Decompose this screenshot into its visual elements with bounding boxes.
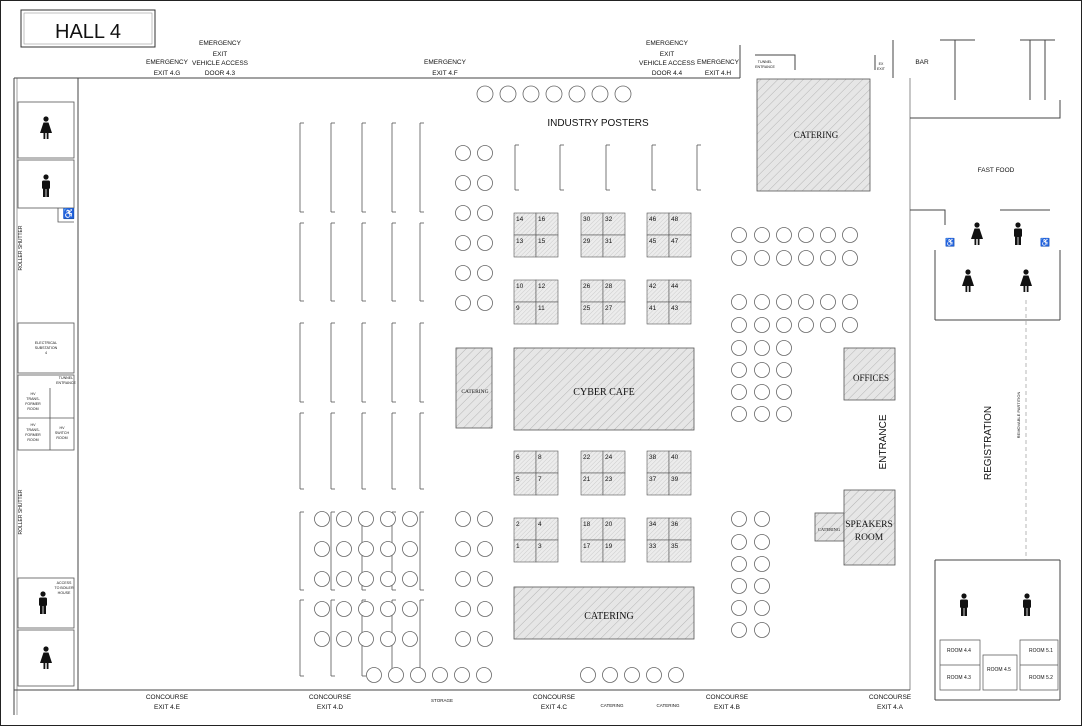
concourse-4c-line: EXIT 4.C bbox=[540, 704, 568, 711]
table-circle bbox=[337, 542, 352, 557]
table-circle bbox=[456, 176, 471, 191]
booth-number: 4 bbox=[538, 521, 542, 528]
tunnel-entrance-line: TUNNEL bbox=[58, 376, 74, 380]
table-circle bbox=[647, 668, 662, 683]
table-circle bbox=[777, 363, 792, 378]
catering-small-label: CATERING bbox=[817, 527, 841, 532]
table-circle bbox=[732, 535, 747, 550]
room-5-1-label: ROOM 5.1 bbox=[1029, 648, 1053, 654]
access-boiler-line: TO BOILER bbox=[54, 586, 74, 590]
concourse-4c-line: CONCOURSE bbox=[532, 694, 576, 701]
table-circle bbox=[389, 668, 404, 683]
table-circle bbox=[315, 512, 330, 527]
table-circle bbox=[732, 385, 747, 400]
booth-number: 43 bbox=[671, 305, 679, 312]
concourse-4e-line: EXIT 4.E bbox=[154, 704, 180, 711]
door-4-4-line: EXIT bbox=[659, 51, 675, 58]
booth-number: 48 bbox=[671, 216, 679, 223]
bar-label: BAR bbox=[915, 59, 929, 66]
table-circle bbox=[315, 542, 330, 557]
table-circle bbox=[755, 579, 770, 594]
booth-group-g2 bbox=[581, 213, 625, 257]
booth-number: 29 bbox=[583, 238, 591, 245]
table-circle bbox=[755, 318, 770, 333]
table-circle bbox=[843, 251, 858, 266]
booth-number: 38 bbox=[649, 454, 657, 461]
booth-group-g11 bbox=[581, 518, 625, 562]
table-circle bbox=[732, 228, 747, 243]
ex-exit-line: EXIT bbox=[877, 67, 885, 71]
concourse-4b-line: CONCOURSE bbox=[705, 694, 749, 701]
booth-number: 24 bbox=[605, 454, 613, 461]
booth-number: 17 bbox=[583, 543, 591, 550]
booth-group-g6 bbox=[647, 280, 691, 324]
table-circle bbox=[777, 385, 792, 400]
access-boiler-line: ACCESS bbox=[56, 581, 72, 585]
door-4-3-line: DOOR 4.3 bbox=[204, 70, 236, 77]
booth-number: 18 bbox=[583, 521, 591, 528]
booth-number: 19 bbox=[605, 543, 613, 550]
table-circle bbox=[799, 295, 814, 310]
booth-number: 7 bbox=[538, 476, 542, 483]
booth-group-g5 bbox=[581, 280, 625, 324]
table-circle bbox=[777, 407, 792, 422]
table-circle bbox=[821, 318, 836, 333]
booth-group-g3 bbox=[647, 213, 691, 257]
table-circle bbox=[403, 632, 418, 647]
booth-number: 1 bbox=[516, 543, 520, 550]
table-circle bbox=[569, 86, 585, 102]
booth-number: 8 bbox=[538, 454, 542, 461]
table-circle bbox=[478, 512, 493, 527]
table-circle bbox=[799, 318, 814, 333]
switch-room-line: ROOM bbox=[56, 436, 68, 440]
table-circle bbox=[359, 572, 374, 587]
table-circle bbox=[478, 602, 493, 617]
transformer-room-line: HV bbox=[30, 423, 36, 427]
table-circle bbox=[456, 266, 471, 281]
table-circle bbox=[732, 512, 747, 527]
booth-number: 34 bbox=[649, 521, 657, 528]
booth-number: 35 bbox=[671, 543, 679, 550]
table-circle bbox=[799, 228, 814, 243]
exit-4g-line: EMERGENCY bbox=[146, 59, 188, 66]
table-circle bbox=[592, 86, 608, 102]
table-circle bbox=[732, 295, 747, 310]
booth-group-g7 bbox=[514, 451, 558, 495]
booth-number: 23 bbox=[605, 476, 613, 483]
table-circle bbox=[732, 623, 747, 638]
booth-number: 40 bbox=[671, 454, 679, 461]
booth-number: 12 bbox=[538, 283, 546, 290]
door-4-4-line: VEHICLE ACCESS bbox=[639, 60, 695, 67]
catering-strip-label: CATERING bbox=[656, 703, 680, 708]
table-circle bbox=[755, 535, 770, 550]
table-circle bbox=[315, 572, 330, 587]
booth-group-g1 bbox=[514, 213, 558, 257]
table-circle bbox=[359, 632, 374, 647]
registration-label: REGISTRATION bbox=[983, 405, 994, 481]
booth-number: 47 bbox=[671, 238, 679, 245]
table-circle bbox=[337, 572, 352, 587]
table-circle bbox=[581, 668, 596, 683]
table-circle bbox=[456, 512, 471, 527]
exit-4g-line: EXIT 4.G bbox=[153, 70, 181, 77]
table-circle bbox=[755, 251, 770, 266]
access-boiler-line: HOUSE bbox=[57, 591, 71, 595]
booth-number: 21 bbox=[583, 476, 591, 483]
speakers-room-line: SPEAKERS bbox=[845, 520, 893, 530]
fast-food-label: FAST FOOD bbox=[977, 167, 1015, 174]
table-circle bbox=[456, 632, 471, 647]
table-circle bbox=[799, 251, 814, 266]
booth-group-g10 bbox=[514, 518, 558, 562]
booth-number: 2 bbox=[516, 521, 520, 528]
table-circle bbox=[755, 601, 770, 616]
table-circle bbox=[403, 572, 418, 587]
table-circle bbox=[478, 632, 493, 647]
hall-title: HALL 4 bbox=[55, 21, 121, 43]
booth-number: 11 bbox=[538, 305, 545, 312]
offices-label: OFFICES bbox=[852, 373, 890, 383]
table-circle bbox=[732, 251, 747, 266]
exit-4f-line: EXIT 4.F bbox=[432, 70, 458, 77]
table-circle bbox=[359, 512, 374, 527]
transformer-room-line: TRANS- bbox=[26, 428, 40, 432]
table-circle bbox=[669, 668, 684, 683]
door-4-4-line: DOOR 4.4 bbox=[651, 70, 683, 77]
transformer-room-line: TRANS- bbox=[26, 397, 40, 401]
accessible-restroom-icon: ♿ bbox=[62, 209, 76, 220]
table-circle bbox=[755, 295, 770, 310]
booth-number: 26 bbox=[583, 283, 591, 290]
table-circle bbox=[478, 296, 493, 311]
table-circle bbox=[478, 572, 493, 587]
booth-number: 6 bbox=[516, 454, 520, 461]
tunnel-entrance-top-line: TUNNEL bbox=[757, 60, 773, 64]
table-circle bbox=[777, 295, 792, 310]
door-4-3-line: EMERGENCY bbox=[199, 40, 241, 47]
ex-exit-line: EX bbox=[878, 62, 884, 66]
table-circle bbox=[367, 668, 382, 683]
table-circle bbox=[478, 542, 493, 557]
table-circle bbox=[755, 363, 770, 378]
table-circle bbox=[777, 228, 792, 243]
booth-number: 45 bbox=[649, 238, 657, 245]
table-circle bbox=[843, 318, 858, 333]
table-circle bbox=[456, 602, 471, 617]
transformer-room-line: ROOM bbox=[27, 438, 39, 442]
table-circle bbox=[732, 579, 747, 594]
accessible-restroom-icon: ♿ bbox=[1040, 238, 1050, 247]
table-circle bbox=[777, 318, 792, 333]
table-circle bbox=[403, 512, 418, 527]
table-circle bbox=[732, 557, 747, 572]
table-circle bbox=[523, 86, 539, 102]
table-circle bbox=[777, 251, 792, 266]
table-circle bbox=[337, 602, 352, 617]
table-circle bbox=[478, 206, 493, 221]
entrance-label: ENTRANCE bbox=[878, 414, 889, 470]
booth-number: 37 bbox=[649, 476, 657, 483]
concourse-4d-line: CONCOURSE bbox=[308, 694, 352, 701]
table-circle bbox=[456, 296, 471, 311]
booth-number: 36 bbox=[671, 521, 679, 528]
table-circle bbox=[755, 407, 770, 422]
catering-left-label: CATERING bbox=[461, 389, 489, 395]
roller-shutter-bottom-label: ROLLER SHUTTER bbox=[18, 489, 24, 535]
exit-4f-line: EMERGENCY bbox=[424, 59, 466, 66]
booth-number: 39 bbox=[671, 476, 679, 483]
catering-area-left bbox=[456, 348, 492, 428]
table-circle bbox=[732, 363, 747, 378]
concourse-4b-line: EXIT 4.B bbox=[714, 704, 740, 711]
table-circle bbox=[732, 407, 747, 422]
table-circle bbox=[546, 86, 562, 102]
industry-posters-label: INDUSTRY POSTERS bbox=[547, 118, 649, 129]
transformer-room-line: FORMER bbox=[25, 433, 41, 437]
table-circle bbox=[381, 542, 396, 557]
concourse-4d-line: EXIT 4.D bbox=[316, 704, 344, 711]
booth-number: 22 bbox=[583, 454, 591, 461]
speakers-room-line: ROOM bbox=[854, 533, 884, 543]
table-circle bbox=[478, 236, 493, 251]
room-4-3-label: ROOM 4.3 bbox=[947, 675, 971, 681]
booth-number: 44 bbox=[671, 283, 679, 290]
electrical-substation-line: ELECTRICAL bbox=[34, 341, 58, 345]
booth-number: 41 bbox=[649, 305, 657, 312]
roller-shutter-top-label: ROLLER SHUTTER bbox=[18, 225, 24, 271]
booth-group-g9 bbox=[647, 451, 691, 495]
table-circle bbox=[843, 228, 858, 243]
exit-4h-line: EXIT 4.H bbox=[704, 70, 732, 77]
cyber-cafe-label: CYBER CAFE bbox=[573, 387, 635, 398]
booth-number: 5 bbox=[516, 476, 520, 483]
table-circle bbox=[478, 176, 493, 191]
booth-number: 32 bbox=[605, 216, 613, 223]
table-circle bbox=[500, 86, 516, 102]
table-circle bbox=[477, 86, 493, 102]
booth-number: 27 bbox=[605, 305, 613, 312]
table-circle bbox=[821, 228, 836, 243]
booth-number: 10 bbox=[516, 283, 524, 290]
table-circle bbox=[478, 266, 493, 281]
table-circle bbox=[755, 623, 770, 638]
room-4-5-label: ROOM 4.5 bbox=[987, 667, 1011, 673]
switch-room-line: SWITCH bbox=[54, 431, 70, 435]
table-circle bbox=[359, 602, 374, 617]
table-circle bbox=[755, 557, 770, 572]
tunnel-entrance-line: ENTRANCE bbox=[56, 381, 76, 385]
table-circle bbox=[477, 668, 492, 683]
table-circle bbox=[381, 572, 396, 587]
transformer-room-line: ROOM bbox=[27, 407, 39, 411]
table-circle bbox=[381, 512, 396, 527]
booth-number: 33 bbox=[649, 543, 657, 550]
table-circle bbox=[603, 668, 618, 683]
booth-number: 14 bbox=[516, 216, 524, 223]
booth-group-g4 bbox=[514, 280, 558, 324]
table-circle bbox=[732, 318, 747, 333]
table-circle bbox=[755, 341, 770, 356]
booth-number: 46 bbox=[649, 216, 657, 223]
door-4-3-line: VEHICLE ACCESS bbox=[192, 60, 248, 67]
removable-partition-label: REMOVABLE PARTITION bbox=[1016, 391, 1021, 439]
booth-group-g8 bbox=[581, 451, 625, 495]
table-circle bbox=[732, 601, 747, 616]
booth-number: 42 bbox=[649, 283, 657, 290]
room-5-2-label: ROOM 5.2 bbox=[1029, 675, 1053, 681]
table-circle bbox=[315, 632, 330, 647]
table-circle bbox=[625, 668, 640, 683]
booth-number: 20 bbox=[605, 521, 613, 528]
storage-label: STORAGE bbox=[431, 698, 453, 703]
table-circle bbox=[456, 572, 471, 587]
door-4-3-line: EXIT bbox=[212, 51, 228, 58]
concourse-4a-line: EXIT 4.A bbox=[877, 704, 903, 711]
table-circle bbox=[821, 251, 836, 266]
booth-number: 16 bbox=[538, 216, 546, 223]
table-circle bbox=[403, 542, 418, 557]
table-circle bbox=[337, 632, 352, 647]
table-circle bbox=[456, 236, 471, 251]
door-4-4-line: EMERGENCY bbox=[646, 40, 688, 47]
table-circle bbox=[403, 602, 418, 617]
tunnel-entrance-top-line: ENTRANCE bbox=[755, 65, 775, 69]
table-circle bbox=[615, 86, 631, 102]
booth-number: 9 bbox=[516, 305, 520, 312]
electrical-substation-line: 4 bbox=[45, 351, 47, 355]
table-circle bbox=[381, 632, 396, 647]
booth-number: 15 bbox=[538, 238, 546, 245]
table-circle bbox=[755, 385, 770, 400]
table-circle bbox=[821, 295, 836, 310]
table-circle bbox=[456, 206, 471, 221]
booth-number: 28 bbox=[605, 283, 613, 290]
switch-room-line: HV bbox=[59, 426, 65, 430]
table-circle bbox=[381, 602, 396, 617]
booth-number: 13 bbox=[516, 238, 524, 245]
concourse-4e-line: CONCOURSE bbox=[145, 694, 189, 701]
booth-group-g12 bbox=[647, 518, 691, 562]
room-4-4-label: ROOM 4.4 bbox=[947, 648, 971, 654]
catering-bottom-label: CATERING bbox=[584, 611, 634, 622]
transformer-room-line: FORMER bbox=[25, 402, 41, 406]
table-circle bbox=[411, 668, 426, 683]
table-circle bbox=[755, 228, 770, 243]
concourse-4a-line: CONCOURSE bbox=[868, 694, 912, 701]
booth-number: 25 bbox=[583, 305, 591, 312]
exit-4h-line: EMERGENCY bbox=[697, 59, 739, 66]
table-circle bbox=[843, 295, 858, 310]
transformer-room-line: HV bbox=[30, 392, 36, 396]
booth-number: 30 bbox=[583, 216, 591, 223]
table-circle bbox=[777, 341, 792, 356]
electrical-substation-line: SUBSTATION bbox=[34, 346, 58, 350]
catering-top-label: CATERING bbox=[793, 130, 839, 140]
accessible-restroom-icon: ♿ bbox=[945, 238, 955, 247]
table-circle bbox=[433, 668, 448, 683]
table-circle bbox=[315, 602, 330, 617]
table-circle bbox=[455, 668, 470, 683]
catering-strip-label: CATERING bbox=[600, 703, 624, 708]
booth-number: 31 bbox=[605, 238, 613, 245]
booth-number: 3 bbox=[538, 543, 542, 550]
table-circle bbox=[478, 146, 493, 161]
table-circle bbox=[732, 341, 747, 356]
table-circle bbox=[456, 146, 471, 161]
table-circle bbox=[755, 512, 770, 527]
table-circle bbox=[456, 542, 471, 557]
table-circle bbox=[359, 542, 374, 557]
table-circle bbox=[337, 512, 352, 527]
